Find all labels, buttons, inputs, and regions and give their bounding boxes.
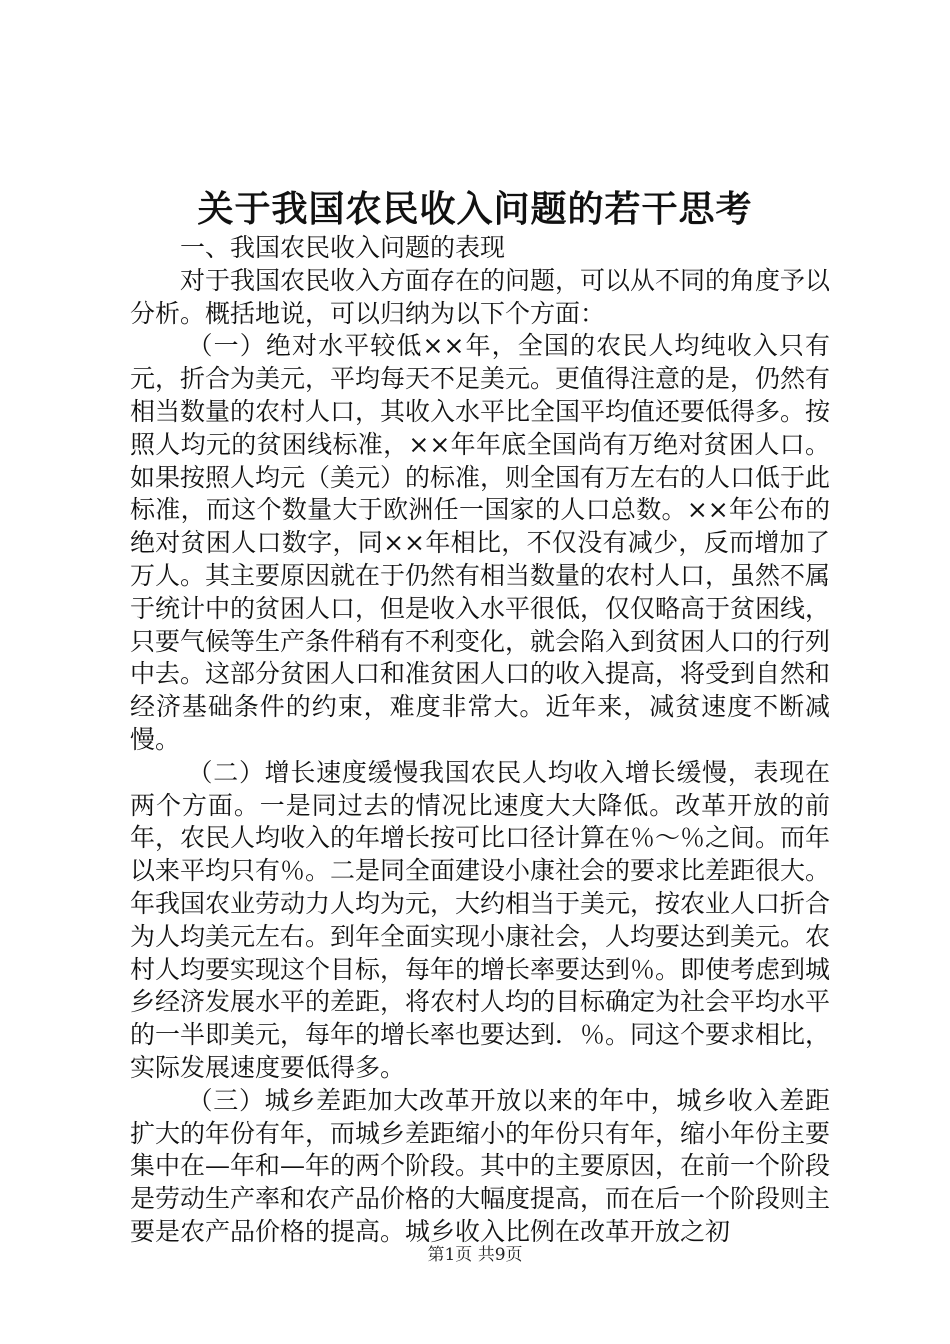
document-title: 关于我国农民收入问题的若干思考: [197, 188, 753, 230]
paragraph-absolute-level: （一）绝对水平较低××年，全国的农民人均纯收入只有元，折合为美元，平均每天不足美元。更值得注意的是，仍然有相当数量的农村人口，其收入水平比全国平均值还要低得多。按照人均元的贫困线标准，××年年底全国尚有万绝对贫困人口。如果按照人均元（美元）的标准，则全国有万左右的人口低于此标准，而这个数量大于欧洲任一国家的人口总数。××年公布的绝对贫困人口数字，同××年相比，不仅没有减少，反而增加了万人。其主要原因就在于仍然有相当数量的农村人口，虽然不属于统计中的贫困人口，但是收入水平很低，仅仅略高于贫困线，只要气候等生产条件稍有不利变化，就会陷入到贫困人口的行列中去。这部分贫困人口和准贫困人口的收入提高，将受到自然和经济基础条件的约束，难度非常大。近年来，减贫速度不断减慢。: [130, 331, 831, 754]
section-heading: 一、我国农民收入问题的表现: [180, 233, 506, 262]
paragraph-intro: 对于我国农民收入方面存在的问题，可以从不同的角度予以分析。概括地说，可以归纳为以下个方面：: [130, 265, 831, 328]
page-footer: 第1页 共9页: [427, 1245, 523, 1265]
paragraph-urban-rural-gap: （三）城乡差距加大改革开放以来的年中，城乡收入差距扩大的年份有年，而城乡差距缩小的年份只有年，缩小年份主要集中在—年和—年的两个阶段。其中的主要原因，在前一个阶段是劳动生产率和农产品价格的大幅度提高，而在后一个阶段则主要是农产品价格的提高。城乡收入比例在改革开放之初: [130, 1085, 831, 1246]
document-body: [130, 232, 830, 1249]
paragraph-growth-rate: （二）增长速度缓慢我国农民人均收入增长缓慢，表现在两个方面。一是同过去的情况比速度大大降低。改革开放的前年，农民人均收入的年增长按可比口径计算在％～％之间。而年以来平均只有％。二是同全面建设小康社会的要求比差距很大。年我国农业劳动力人均为元，大约相当于美元，按农业人口折合为人均美元左右。到年全面实现小康社会，人均要达到美元。农村人均要实现这个目标，每年的增长率要达到％。即使考虑到城乡经济发展水平的差距，将农村人均的目标确定为社会平均水平的一半即美元，每年的增长率也要达到．％。同这个要求相比，实际发展速度要低得多。: [130, 757, 831, 1082]
